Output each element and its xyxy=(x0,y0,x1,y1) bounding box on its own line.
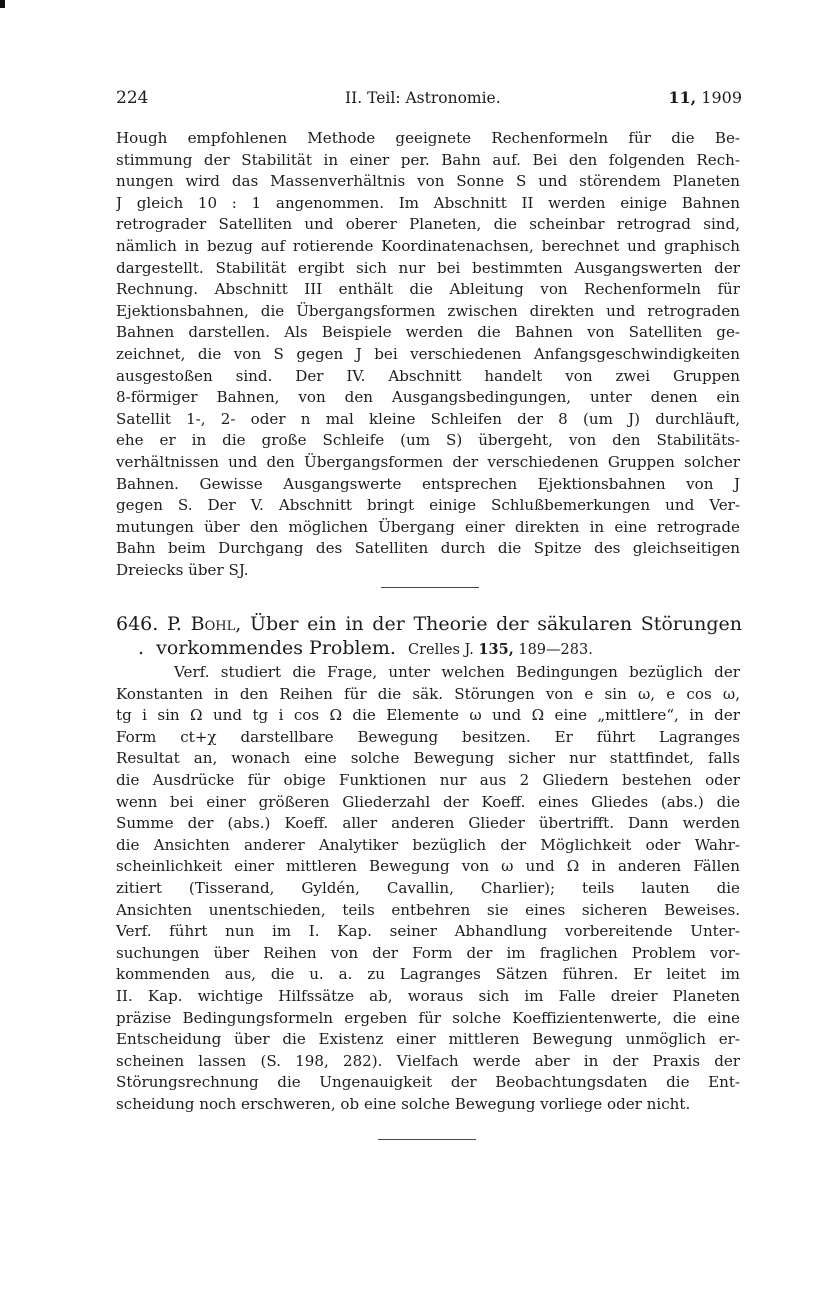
text-line: Bahn beim Durchgang des Satelliten durch die Spitze des gleichseitigen xyxy=(116,539,740,558)
separator-rule-bottom xyxy=(378,1139,476,1140)
scan-edge-mark xyxy=(0,0,5,8)
text-line: II. Kap. wichtige Hilfssätze ab, woraus sich im Falle dreier Planeten xyxy=(116,986,740,1005)
text-line: J gleich 10 : 1 angenommen. Im Abschnitt II werden einige Bahnen xyxy=(116,193,740,212)
continuation-paragraph xyxy=(116,128,740,581)
entry-number: 646. xyxy=(116,613,159,635)
title-line-2-prefix: . xyxy=(138,637,145,659)
page-number: 224 xyxy=(116,88,149,108)
entry-heading-line-2 xyxy=(116,636,742,660)
text-line: Störungsrechnung die Ungenauigkeit der Beobachtungsdaten die Ent- xyxy=(116,1073,740,1092)
text-line: Summe der (abs.) Koeff. aller anderen Glieder übertrifft. Dann werden xyxy=(116,814,740,833)
text-line: wenn bei einer größeren Gliederzahl der Koeff. eines Gliedes (abs.) die xyxy=(116,792,740,811)
text-line: ehe er in die große Schleife (um S) übergeht, von den Stabilitäts- xyxy=(116,431,740,450)
text-line: Rechnung. Abschnitt III enthält die Ableitung von Rechenformeln für xyxy=(116,280,740,299)
text-line: scheinen lassen (S. 198, 282). Vielfach werde aber in der Praxis der xyxy=(116,1051,740,1070)
text-line: kommenden aus, die u. a. zu Lagranges Sätzen führen. Er leitet im xyxy=(116,965,740,984)
text-line: Ejektionsbahnen, die Übergangsformen zwischen direkten und retrograden xyxy=(116,301,740,320)
volume-year xyxy=(668,84,742,112)
author-name: Bohl, xyxy=(190,613,242,635)
text-line: zeichnet, die von S gegen J bei verschiedenen Anfangsgeschwindigkeiten xyxy=(116,344,740,363)
entry-title-line-2: vorkommendes Problem. xyxy=(156,637,396,659)
text-line: Dreiecks über SJ. xyxy=(116,560,249,579)
text-line: die Ausdrücke für obige Funktionen nur aus 2 Gliedern bestehen oder xyxy=(116,770,740,789)
entry-heading xyxy=(116,612,742,660)
text-line: Bahnen. Gewisse Ausgangswerte entsprechen Ejektionsbahnen von J xyxy=(116,474,740,493)
text-line: gegen S. Der V. Abschnitt bringt einige Schlußbemerkungen und Ver- xyxy=(116,496,740,515)
text-line: tg i sin Ω und tg i cos Ω die Elemente ω und Ω eine „mittlere“, in der xyxy=(116,706,740,725)
text-line: Hough empfohlenen Methode geeignete Rechenformeln für die Be- xyxy=(116,129,740,147)
entry-title-line-1: Über ein in der Theorie der säkularen Störungen xyxy=(249,613,743,635)
text-line: Resultat an, wonach eine solche Bewegung sicher nur stattfindet, falls xyxy=(116,749,740,768)
text-line: scheidung noch erschweren, ob eine solche Bewegung vorliege oder nicht. xyxy=(116,1094,691,1113)
abstract-paragraph xyxy=(116,662,740,1115)
journal-name: Crelles J. xyxy=(408,642,474,658)
page-header xyxy=(116,84,742,112)
text-line: Verf. studiert die Frage, unter welchen Bedingungen bezüglich der xyxy=(174,663,740,681)
text-line: nämlich in bezug auf rotierende Koordinatenachsen, berechnet und graphisch xyxy=(116,236,740,255)
text-line: präzise Bedingungsformeln ergeben für solche Koeffizientenwerte, die eine xyxy=(116,1008,740,1027)
text-line: mutungen über den möglichen Übergang einer direkten in eine retrograde xyxy=(116,517,740,536)
text-line: die Ansichten anderer Analytiker bezüglich der Möglichkeit oder Wahr- xyxy=(116,835,740,854)
text-line: Ansichten unentschieden, teils entbehren sie eines sicheren Beweises. xyxy=(116,900,740,919)
text-line: Konstanten in den Reihen für die säk. Störungen von e sin ω, e cos ω, xyxy=(116,684,740,703)
text-line: dargestellt. Stabilität ergibt sich nur bei bestimmten Ausgangswerten der xyxy=(116,258,740,277)
year: 1909 xyxy=(701,88,742,107)
text-line: scheinlichkeit einer mittleren Bewegung von ω und Ω in anderen Fällen xyxy=(116,857,740,876)
volume-label: 11, xyxy=(668,88,697,107)
journal-reference xyxy=(408,642,593,658)
text-line: Form ct+χ darstellbare Bewegung besitzen. Er führt Lagranges xyxy=(116,727,740,746)
entry-heading-line-1 xyxy=(116,612,742,636)
text-line: suchungen über Reihen von der Form der im fraglichen Problem vor- xyxy=(116,943,740,962)
running-title: II. Teil: Astronomie. xyxy=(345,89,501,107)
text-line: stimmung der Stabilität in einer per. Bahn auf. Bei den folgenden Rech- xyxy=(116,150,740,169)
text-line: 8-förmiger Bahnen, von den Ausgangsbedingungen, unter denen ein xyxy=(116,388,740,407)
author-initial: P. xyxy=(166,613,182,635)
text-line: Verf. führt nun im I. Kap. seiner Abhandlung vorbereitende Unter- xyxy=(116,922,740,941)
text-line: verhältnissen und den Übergangsformen der verschiedenen Gruppen solcher xyxy=(116,452,740,471)
journal-volume: 135, xyxy=(478,641,514,658)
text-line: Bahnen darstellen. Als Beispiele werden die Bahnen von Satelliten ge- xyxy=(116,323,740,342)
text-line: retrograder Satelliten und oberer Planeten, die scheinbar retrograd sind, xyxy=(116,215,740,234)
text-line: ausgestoßen sind. Der IV. Abschnitt handelt von zwei Gruppen xyxy=(116,366,740,385)
separator-rule-top xyxy=(381,587,479,588)
journal-pages: 189—283. xyxy=(518,642,593,658)
text-line: nungen wird das Massenverhältnis von Sonne S und störendem Planeten xyxy=(116,172,740,191)
text-line: zitiert (Tisserand, Gyldén, Cavallin, Charlier); teils lauten die xyxy=(116,878,740,897)
text-line: Satellit 1-, 2- oder n mal kleine Schleifen der 8 (um J) durchläuft, xyxy=(116,409,740,428)
text-line: Entscheidung über die Existenz einer mittleren Bewegung unmöglich er- xyxy=(116,1030,740,1049)
